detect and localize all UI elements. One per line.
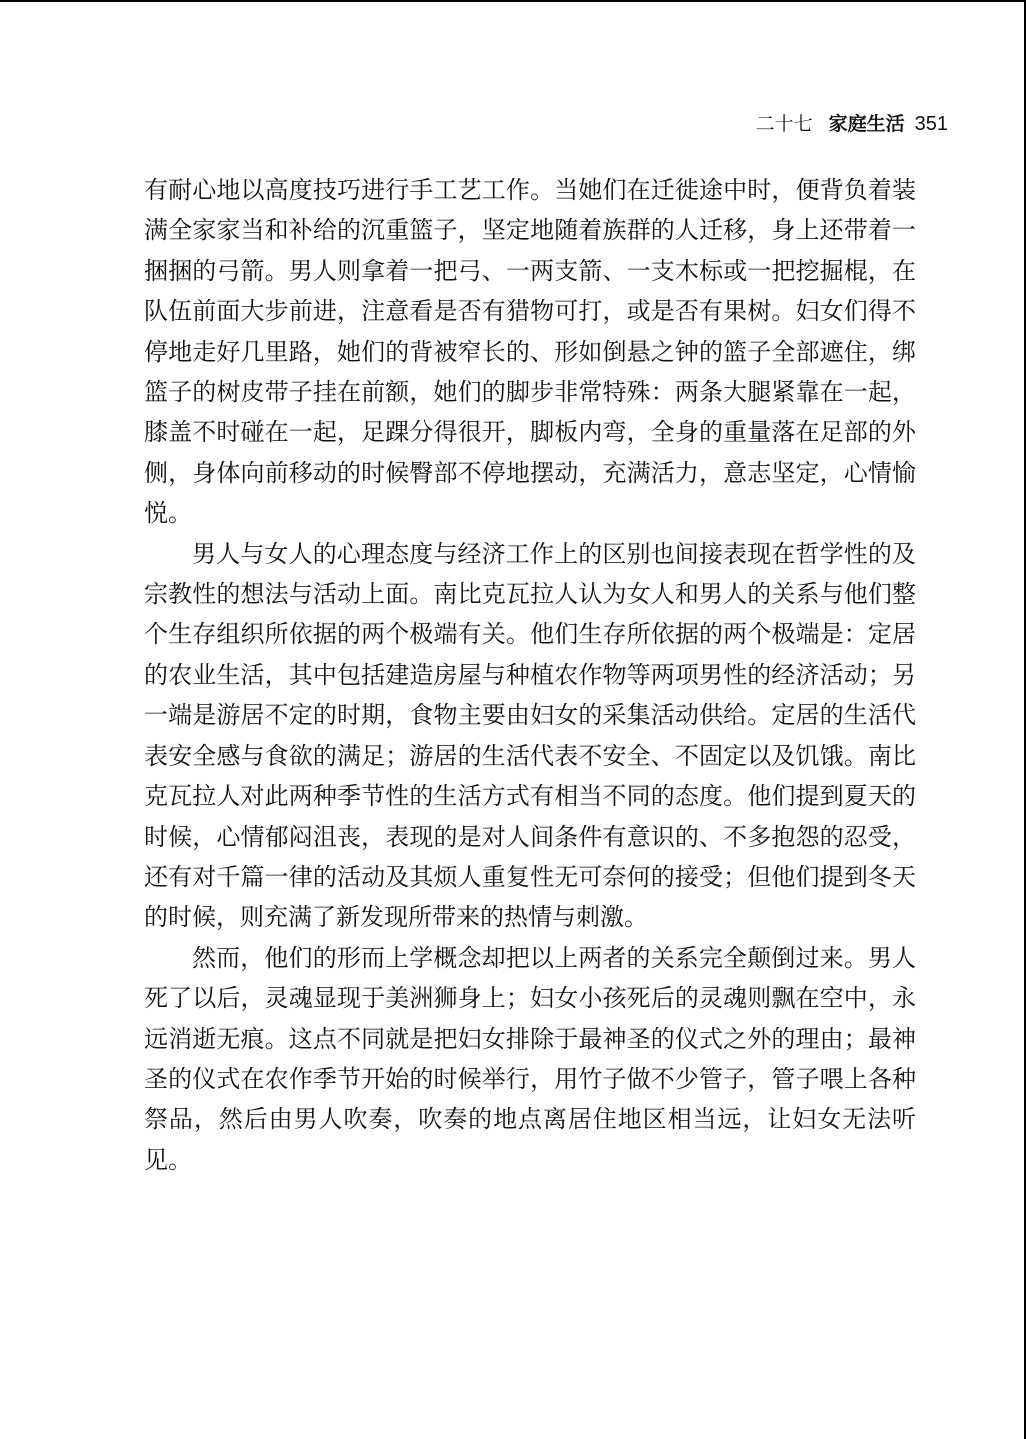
chapter-number: 二十七 [755,113,813,135]
paragraph-continued: 有耐心地以高度技巧进行手工艺工作。当她们在迁徙途中时，便背负着装满全家家当和补给的沉重篮子，坚定地随着族群的人迁移，身上还带着一捆捆的弓箭。男人则拿着一把弓、一两支箭、一支木标或一把挖掘棍，在队伍前面大步前进，注意看是否有猎物可打，或是否有果树。妇女们得不停地走好几里路，她们的背被窄长的、形如倒悬之钟的篮子全部遮住，绑篮子的树皮带子挂在前额，她们的脚步非常特殊：两条大腿紧靠在一起，膝盖不时碰在一起，足踝分得很开，脚板内弯，全身的重量落在足部的外侧，身体向前移动的时候臀部不停地摆动，充满活力，意志坚定，心情愉悦。 [144,176,916,528]
body-text [144,170,916,1180]
running-header [756,112,948,136]
paragraph: 然而，他们的形而上学概念却把以上两者的关系完全颠倒过来。男人死了以后，灵魂显现于美洲狮身上；妇女小孩死后的灵魂则飘在空中，永远消逝无痕。这点不同就是把妇女排除于最神圣的仪式之外的理由；最神圣的仪式在农作季节开始的时候举行，用竹子做不少管子，管子喂上各种祭品，然后由男人吹奏，吹奏的地点离居住地区相当远，让妇女无法听见。 [144,943,916,1174]
page-number: 351 [914,113,948,135]
scan-border-top [0,0,1026,2]
chapter-title: 家庭生活 [828,113,905,135]
paragraph: 男人与女人的心理态度与经济工作上的区别也间接表现在哲学性的及宗教性的想法与活动上面。南比克瓦拉人认为女人和男人的关系与他们整个生存组织所依据的两个极端有关。他们生存所依据的两个极端是：定居的农业生活，其中包括建造房屋与种植农作物等两项男性的经济活动；另一端是游居不定的时期，食物主要由妇女的采集活动供给。定居的生活代表安全感与食欲的满足；游居的生活代表不安全、不固定以及饥饿。南比克瓦拉人对此两种季节性的生活方式有相当不同的态度。他们提到夏天的时候，心情郁闷沮丧，表现的是对人间条件有意识的、不多抱怨的忍受，还有对千篇一律的活动及其烦人重复性无可奈何的接受；但他们提到冬天的时候，则充满了新发现所带来的热情与刺激。 [144,539,916,932]
